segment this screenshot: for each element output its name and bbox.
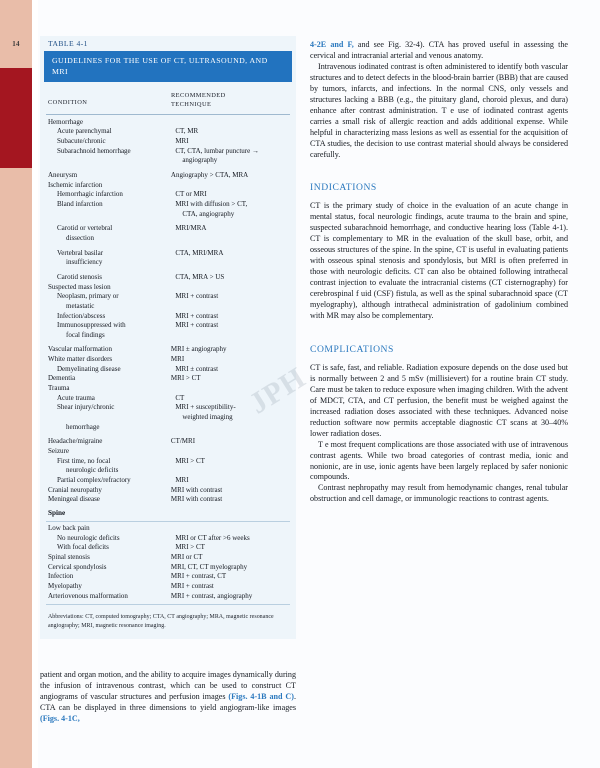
table-cell-technique: MRI with contrast [170, 495, 223, 504]
header-technique [171, 91, 288, 110]
table-column-headers [40, 82, 296, 112]
table-cell-technique: CT, CTA, lumbar puncture → angiography [175, 147, 288, 166]
table-cell-technique: MRI + contrast, CT [170, 572, 227, 581]
table-cell-condition: First time, no focal [57, 456, 111, 465]
table-row [40, 171, 296, 181]
table-cell-technique: CT [175, 393, 185, 402]
table-cell-condition: White matter disorders [48, 355, 113, 364]
table-cell-condition: Carotid or vertebral [57, 224, 113, 233]
continuation-text: and see Fig. 32-4). CTA has proved useful in assessing the cervical and intracranial arterial and venous anatomy. [310, 40, 568, 60]
table-row [40, 524, 296, 534]
table-cell-condition: dissection [66, 233, 94, 242]
table-cell-technique: MRI [175, 476, 189, 484]
table-row [40, 437, 296, 447]
left-column-continuation [40, 670, 296, 725]
table-cell-technique: CT/MRI [170, 437, 196, 446]
table-cell-condition: Neoplasm, primary or [57, 292, 119, 301]
table-cell-technique: CT or MRI [175, 190, 207, 199]
table-cell-technique: MRI with contrast [170, 485, 223, 494]
table-row [40, 553, 296, 563]
spacer-before-complications [310, 322, 568, 344]
table-cell-technique: MRI with diffusion > CT, CTA, angiography [175, 200, 288, 219]
text-pre: patient and organ motion, and the ability to acquire images dynamically during the infusion of intravenous contrast, which can be used to construct CT angiograms of vascular structures and perfusion images [40, 670, 296, 701]
table-row [40, 495, 296, 505]
table-4-1 [40, 36, 296, 639]
table-cell-condition: Cranial neuropathy [48, 485, 102, 494]
table-row [40, 181, 296, 191]
table-cell-technique [171, 447, 288, 457]
table-row [40, 374, 296, 384]
table-cell-technique: MRI ± contrast [175, 364, 219, 373]
table-cell-condition: Suspected mass lesion [48, 282, 111, 291]
table-body-spine [40, 524, 296, 601]
table-cell-technique: MRI or CT after >6 weeks [175, 533, 250, 542]
table-header-rule [46, 114, 290, 115]
table-footer-rule [46, 604, 290, 605]
table-row [40, 466, 296, 476]
table-cell-technique: MRI + contrast [175, 311, 219, 320]
table-cell-technique [171, 283, 288, 293]
table-row [40, 118, 296, 128]
table-cell-condition: Infection/abscess [57, 311, 106, 320]
table-cell-condition: Aneurysm [48, 170, 78, 179]
header-condition: CONDITION [48, 99, 88, 107]
table-row [40, 273, 296, 283]
table-cell-condition: Bland infarction [57, 199, 103, 208]
table-row [40, 534, 296, 544]
table-cell-condition: metastatic [66, 301, 95, 310]
table-row [40, 355, 296, 365]
table-cell-condition: Trauma [48, 384, 70, 393]
table-cell-technique: CT, MR [175, 127, 199, 136]
table-cell-condition: Shear injury/chronic [57, 403, 115, 412]
table-cell-technique: MRI/MRA [175, 224, 207, 233]
table-cell-condition: Immunosuppressed with [57, 321, 126, 330]
right-column [310, 40, 568, 505]
table-cell-technique [180, 331, 288, 341]
paragraph-complications-2: T e most frequent complications are those associated with use of intravenous contrast agents. While two broad categories of contrast media, ionic and nonionic, are in use, ionic agents have been largely replaced by safer nonionic compounds. [310, 439, 568, 482]
table-row [40, 234, 296, 244]
table-row [40, 423, 296, 433]
table-row [40, 394, 296, 404]
table-cell-technique: MRI + contrast [170, 581, 214, 590]
paragraph-complications-1: CT is safe, fast, and reliable. Radiation exposure depends on the dose used but is normally between 2 and 5 mSv (millisievert) for a routine brain CT study. Care must be taken to reduce exposure when imaging children. With the advent of MDCT, CTA, and CT perfusion, the benefit must be weighed against the increased radiation doses associated with these techniques. Advanced noise reduction software now permits acceptable diagnostic CT scans at 30–40% lower radiation doses. [310, 362, 568, 438]
table-cell-technique: MRI > CT [175, 543, 205, 552]
table-cell-technique: MRI + contrast [175, 292, 219, 301]
table-title-banner: GUIDELINES FOR THE USE OF CT, ULTRASOUND, AND MRI [44, 51, 292, 82]
table-cell-technique: MRI > CT [175, 456, 205, 465]
table-cell-technique-continuation: CTA, angiography [182, 209, 235, 218]
table-cell-technique: MRI or CT [170, 552, 203, 561]
table-cell-condition: Ischemic infarction [48, 180, 103, 189]
table-cell-condition: Subarachnoid hemorrhage [57, 146, 131, 155]
table-row [40, 312, 296, 322]
table-cell-condition: hemorrhage [66, 422, 100, 431]
table-cell-condition: Cervical spondylosis [48, 562, 107, 571]
table-cell-condition: insufficiency [66, 258, 103, 267]
table-cell-condition: Demyelinating disease [57, 364, 121, 373]
table-row [40, 447, 296, 457]
heading-indications: INDICATIONS [310, 182, 377, 194]
table-row [40, 331, 296, 341]
table-cell-condition: Headache/migraine [48, 437, 103, 446]
table-cell-condition: Hemorrhage [48, 117, 83, 126]
paragraph-complications-3: Contrast nephropathy may result from hemodynamic changes, renal tubular obstruction and cell damage, or immunologic reactions to contrast agents. [310, 483, 568, 504]
table-cell-condition: Vascular malformation [48, 345, 112, 354]
table-row [40, 403, 296, 422]
table-body-brain [40, 118, 296, 505]
table-cell-technique-continuation: weighted imaging [182, 413, 233, 422]
page-number: 14 [12, 40, 20, 48]
table-row [40, 345, 296, 355]
table-section-rule [46, 521, 290, 522]
table-cell-technique: MRI ± angiography [170, 345, 227, 354]
table-row [40, 457, 296, 467]
table-cell-technique: CTA, MRI/MRA [175, 248, 224, 257]
watermark: JPH [243, 360, 312, 421]
table-cell-technique: CTA, MRA > US [175, 272, 225, 281]
table-cell-technique: MRI [175, 137, 189, 145]
table-cell-technique: MRI [170, 355, 185, 364]
table-abbreviations: Abbreviations: CT, computed tomography; CTA, CT angiography; MRA, magnetic resonance angiography; MRI, magnetic resonance imaging. [48, 614, 274, 630]
table-row [40, 283, 296, 293]
table-row [40, 321, 296, 331]
paragraph-indications: CT is the primary study of choice in the evaluation of an acute change in mental status, focal neurologic findings, acute trauma to the brain and spine, suspected subarachnoid hemorrhage, and conductive hearing loss (Table 4-1). CT is complementary to MR in the evaluation of the skull base, orbit, and osseous structures of the spine. In the spine, CT is useful in evaluating patients with osseous spinal stenosis and spondylosis, but MRI is often preferred in those with neurologic deficits. CT can also be obtained following intrathecal contrast injection to evaluate the intracranial cisterns (CT cisternography) for cerebrospinal f uid (CSF) fistula, as well as the spinal subarachnoid space (CT myelography), although intrathecal administration of gadolinium combined with MR may also be complementary. [310, 201, 568, 320]
table-row [40, 224, 296, 234]
table-cell-technique: MRI, CT, CT myelography [170, 562, 248, 571]
table-cell-condition: Acute trauma [57, 393, 95, 402]
left-margin-color-block [0, 68, 32, 168]
margin-gutter [32, 0, 38, 768]
table-cell-technique-continuation: angiography [182, 156, 218, 165]
table-cell-technique [171, 384, 288, 394]
table-row [40, 292, 296, 302]
table-cell-technique: MRI + contrast, angiography [170, 591, 253, 600]
table-cell-condition: Partial complex/refractory [57, 476, 131, 484]
table-row [40, 592, 296, 602]
table-row [40, 147, 296, 166]
table-cell-technique [171, 118, 288, 128]
table-cell-technique [180, 234, 288, 244]
table-number: TABLE 4-1 [48, 39, 88, 48]
table-row [40, 302, 296, 312]
table-row [40, 486, 296, 496]
table-cell-condition: focal findings [66, 330, 105, 339]
heading-complications: COMPLICATIONS [310, 343, 394, 355]
table-cell-condition: Acute parenchymal [57, 127, 112, 136]
table-row [40, 543, 296, 553]
table-cell-condition: Spinal stenosis [48, 552, 90, 561]
table-row [40, 249, 296, 259]
table-row [40, 127, 296, 137]
table-cell-condition: With focal deficits [57, 543, 109, 552]
table-cell-condition: Myelopathy [48, 581, 82, 590]
table-cell-technique: MRI + contrast [175, 321, 219, 330]
text-mid: . CTA can be displayed in three dimensions to yield angiogram-like images [40, 691, 296, 712]
table-row [40, 572, 296, 582]
table-cell-condition: neurologic deficits [66, 466, 119, 475]
table-row [40, 258, 296, 268]
table-cell-technique [171, 524, 288, 534]
table-row [40, 582, 296, 592]
table-cell-condition: Hemorrhagic infarction [57, 190, 123, 199]
table-cell-technique [171, 181, 288, 191]
table-cell-technique [180, 423, 288, 433]
table-cell-technique: Angiography > CTA, MRA [170, 170, 249, 179]
figure-reference-2[interactable]: (Figs. 4-1C, [40, 713, 80, 723]
table-cell-condition: Subacute/chronic [57, 137, 106, 145]
table-row [40, 476, 296, 486]
header-technique-line1: RECOMMENDED [170, 92, 226, 100]
table-cell-technique: MRI > CT [170, 374, 201, 383]
spacer-before-indications [310, 160, 568, 182]
paragraph-continuation [310, 40, 568, 62]
table-cell-condition: Infection [48, 572, 74, 581]
table-cell-condition: Seizure [48, 447, 69, 456]
table-cell-condition: Vertebral basilar [57, 248, 104, 257]
paragraph-contrast: Intravenous iodinated contrast is often administered to identify both vascular structures and to detect defects in the blood-brain barrier (BBB) that are caused by tumors, infarcts, and infections. In the normal CNS, only vessels and structures lacking a BBB (e.g., the pituitary gland, choroid plexus, and dura) enhance after contrast administration. T e use of iodinated contrast agents carries a small risk of allergic reaction and adds additional expense. While helpful in characterizing mass lesions as well as essential for the acquisition of CTA studies, the decision to use contrast material should always be considered carefully. [310, 61, 568, 159]
figure-reference-3[interactable]: 4-2E and F, [310, 40, 354, 49]
table-cell-technique: MRI + susceptibility- weighted imaging [175, 403, 288, 422]
table-row [40, 384, 296, 394]
table-cell-condition: Meningeal disease [48, 495, 100, 504]
paragraph-cta-display [40, 670, 296, 725]
table-cell-condition: Arteriovenous malformation [48, 591, 128, 600]
table-cell-technique [180, 466, 288, 476]
table-cell-technique [180, 258, 288, 268]
table-cell-condition: Carotid stenosis [57, 272, 102, 281]
table-row [40, 137, 296, 147]
table-cell-condition: Dementia [48, 374, 76, 383]
figure-reference-1[interactable]: (Figs. 4-1B and C) [228, 691, 294, 701]
table-cell-condition: No neurologic deficits [57, 533, 120, 542]
table-row [40, 190, 296, 200]
header-technique-line2: TECHNIQUE [170, 101, 212, 109]
table-row [40, 563, 296, 573]
table-row [40, 200, 296, 219]
table-section-spine: Spine [48, 508, 66, 517]
table-row [40, 365, 296, 375]
table-cell-technique [180, 302, 288, 312]
table-cell-condition: Low back pain [48, 523, 90, 532]
